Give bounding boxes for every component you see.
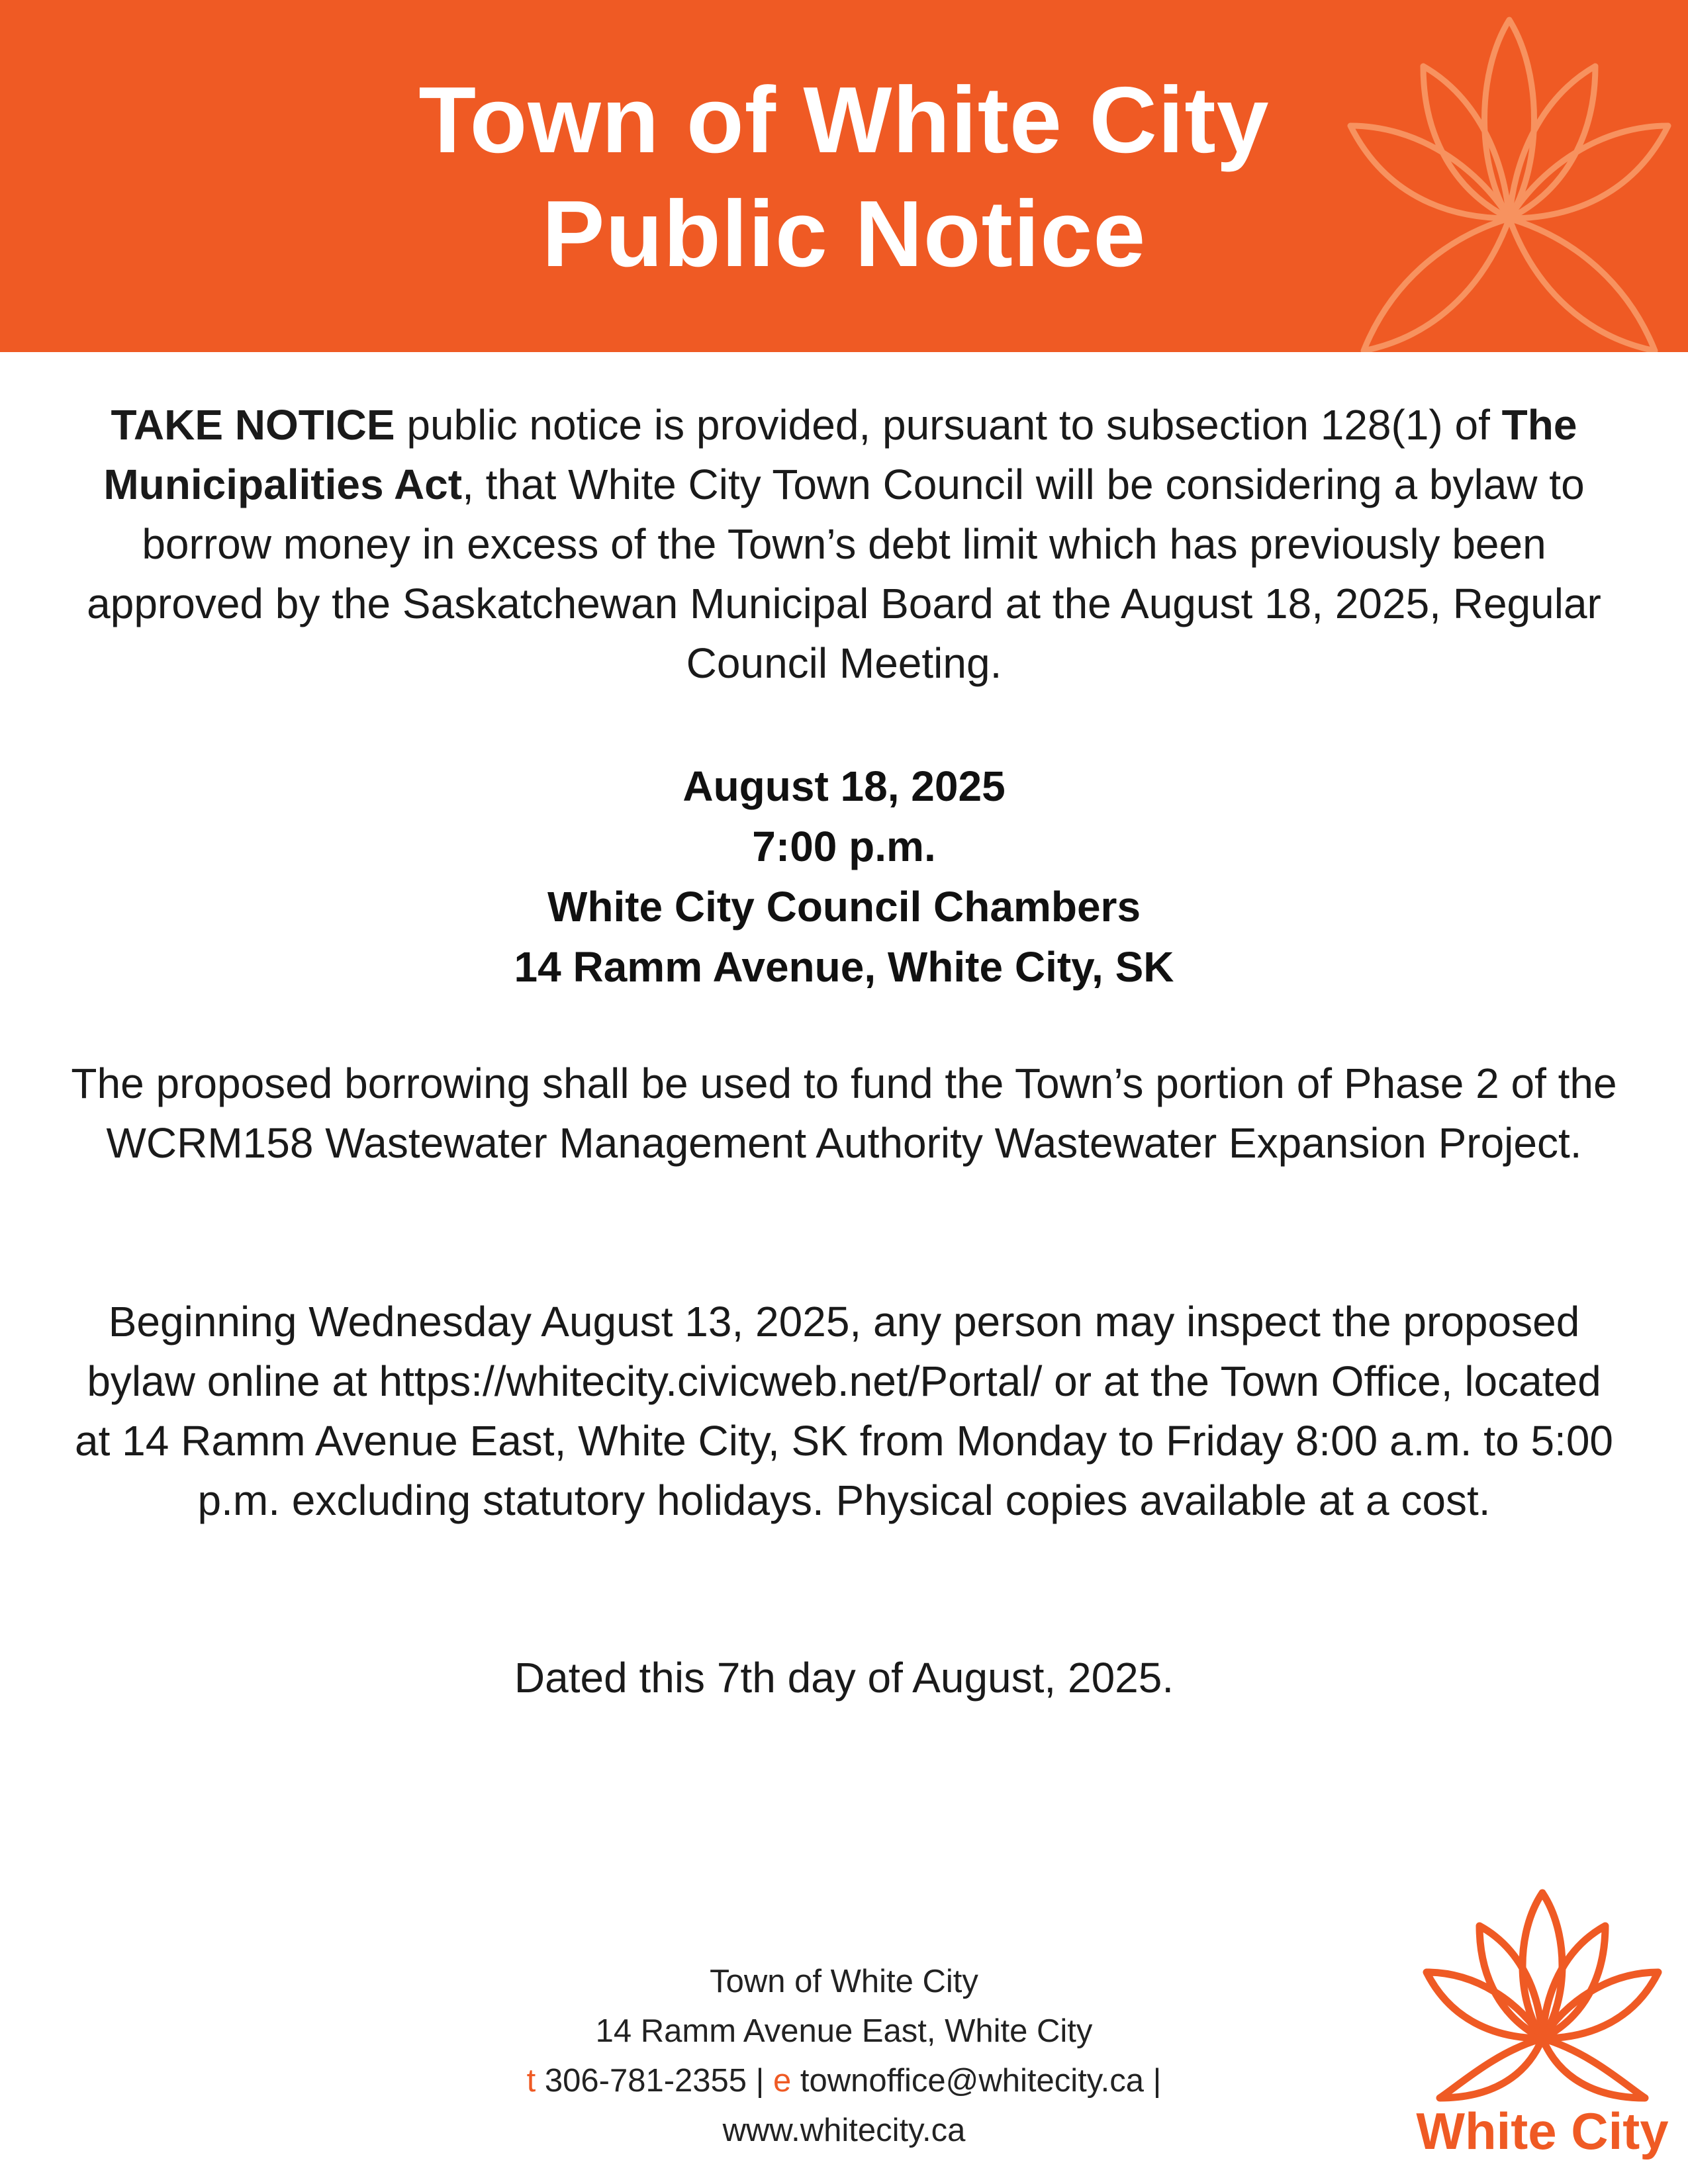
lotus-icon xyxy=(1324,0,1688,352)
dated-line: Dated this 7th day of August, 2025. xyxy=(514,1654,1174,1702)
meeting-place: White City Council Chambers xyxy=(547,883,1141,931)
title-line-1: Town of White City xyxy=(418,68,1270,173)
logo-wordmark: White City xyxy=(1416,2102,1669,2160)
meeting-time: 7:00 p.m. xyxy=(752,823,936,870)
footer-org: Town of White City xyxy=(710,1964,978,1999)
phone-prefix: t xyxy=(526,2063,536,2099)
purpose-paragraph: The proposed borrowing shall be used to fund the Town’s portion of Phase 2 of the WCRM158 Wastewater Management Authority Wastewater Expansion Project. xyxy=(71,1060,1617,1167)
notice-paragraph xyxy=(66,395,1622,693)
footer-address: 14 Ramm Avenue East, White City xyxy=(595,2013,1093,2049)
title-line-2: Public Notice xyxy=(541,181,1147,287)
notice-text-part1: public notice is provided, pursuant to subsection 128(1) of xyxy=(395,401,1502,449)
footer-contact-line xyxy=(463,2056,1225,2156)
meeting-date: August 18, 2025 xyxy=(682,762,1006,810)
take-notice-label: TAKE NOTICE xyxy=(111,401,395,449)
footer-phone: 306-781-2355 | xyxy=(536,2063,774,2099)
notice-text-part2: , that White City Town Council will be considering a bylaw to borrow money in excess of the Town’s debt limit which has previously been approved by the Saskatchewan Municipal Board at the August 18, 2025, Regular Council Meeting. xyxy=(87,461,1601,687)
footer-contact xyxy=(463,1957,1225,2156)
email-prefix: e xyxy=(773,2063,792,2099)
inspection-paragraph: Beginning Wednesday August 13, 2025, any person may inspect the proposed bylaw online at https://whitecity.civicweb.net/Portal/ or at the Town Office, located at 14 Ramm Avenue East, White City, SK from Monday to Friday 8:00 a.m. to 5:00 p.m. excluding statutory holidays. Physical copies available at a cost. xyxy=(75,1298,1613,1524)
act-name: The Municipalities Act xyxy=(103,401,1577,508)
meeting-address: 14 Ramm Avenue, White City, SK xyxy=(514,943,1174,991)
header-banner xyxy=(0,0,1688,352)
footer-email-web: townoffice@whitecity.ca | www.whitecity.ca xyxy=(722,2063,1162,2148)
meeting-details xyxy=(66,756,1622,997)
